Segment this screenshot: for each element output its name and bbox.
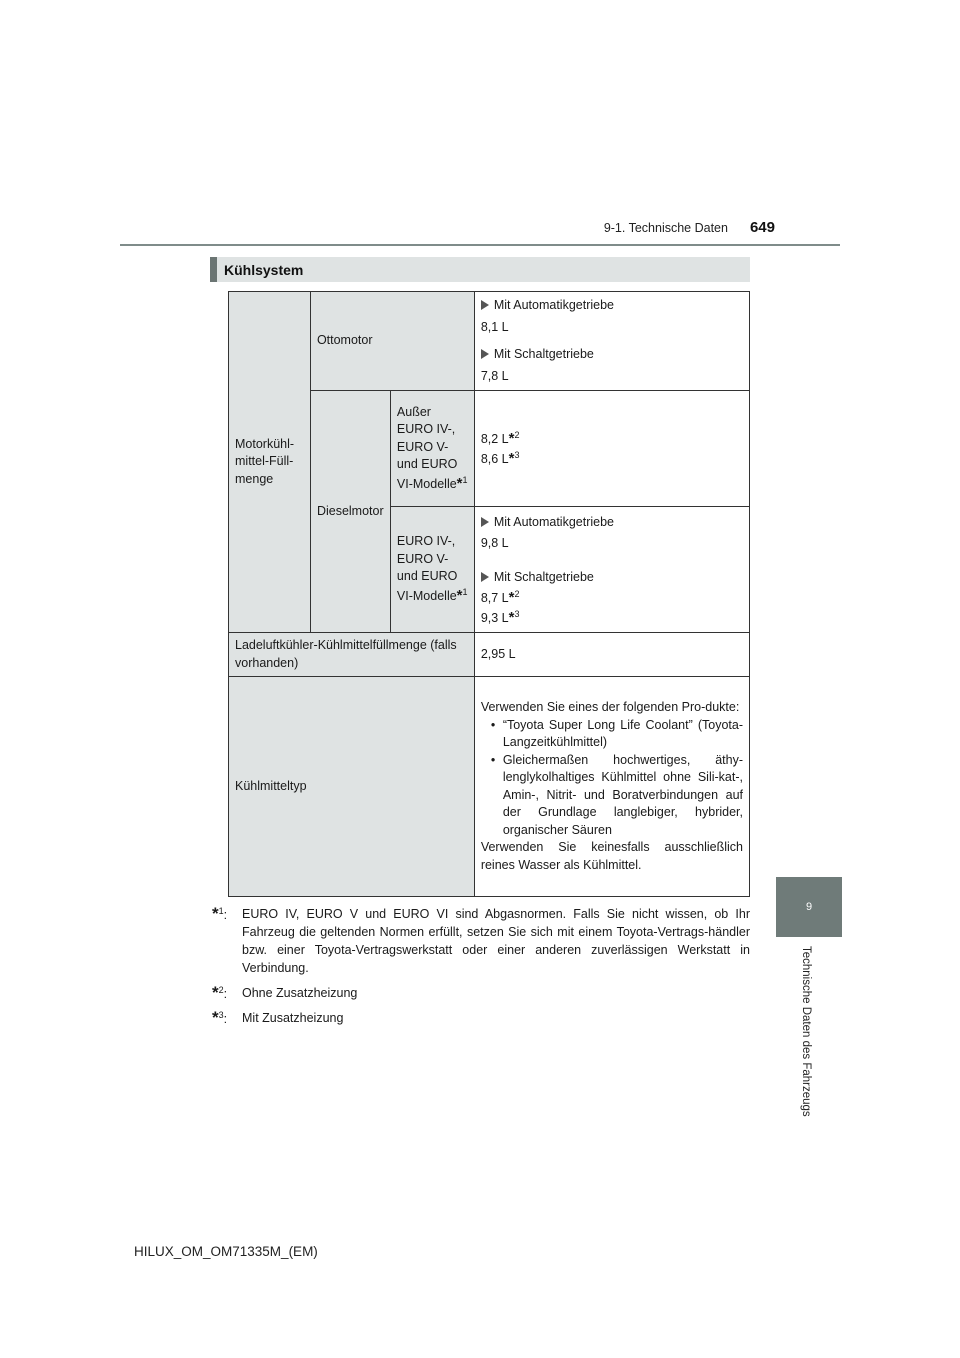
- footnote: *$^1$: EURO IV, EURO V und EURO VI sind Abgasnormen. Falls Sie nicht wissen, ob Ihr Fahrzeug die geltenden Normen erfüllt, setzen Sie sich mit einem Toyota-Vertrags-händler bzw. einer Toyota-Vertragswerkstatt oder einer anderen zuverlässigen Werkstatt in Verbindung.: [212, 904, 750, 976]
- chapter-tab: [776, 877, 842, 937]
- diesel-manual-value-1: 8,7 L*$^2$: [480, 589, 520, 607]
- diesel-other-models-label: Außer EURO IV-, EURO V- und EURO VI-Modelle*$^1$: [390, 391, 474, 507]
- diesel-auto-value: 9,8 L: [480, 536, 509, 551]
- footnotes: [212, 905, 750, 1034]
- diesel-manual-value-2: 9,3 L*$^3$: [480, 608, 520, 626]
- triangle-bullet-icon: [481, 349, 489, 359]
- coolant-intro: Verwenden Sie eines der folgenden Pro-dukte:: [480, 700, 740, 714]
- section-heading: [210, 257, 750, 282]
- diesel-other-value-1: 8,2 L*$^2$: [480, 429, 520, 447]
- coolant-spec-table: [228, 291, 750, 897]
- coolant-option: • “Toyota Super Long Life Coolant” (Toyota-Langzeitkühlmittel): [503, 717, 743, 752]
- chapter-title: Technische Daten des Fahrzeugs: [800, 946, 812, 1117]
- petrol-engine-label: Ottomotor: [310, 292, 474, 391]
- footnote: *$^2$: Ohne Zusatzheizung: [212, 982, 358, 1002]
- section-title: Kühlsystem: [224, 261, 304, 278]
- intercooler-value: 2,95 L: [474, 633, 749, 677]
- coolant-type-label: Kühlmitteltyp: [229, 677, 475, 897]
- page-header: [535, 219, 775, 241]
- section-label: 9-1. Technische Daten: [603, 221, 728, 235]
- petrol-engine-values: [474, 292, 749, 391]
- chapter-number: 9: [805, 901, 813, 913]
- diesel-euro-models-label: EURO IV-, EURO V- und EURO VI-Modelle*$^1$: [390, 507, 474, 633]
- triangle-bullet-icon: [481, 300, 489, 310]
- diesel-euro-values: [474, 507, 749, 633]
- coolant-options-list: [481, 717, 743, 840]
- petrol-manual-value: 7,8 L: [480, 368, 509, 383]
- triangle-bullet-icon: [481, 572, 489, 582]
- petrol-auto-value: 8,1 L: [480, 319, 509, 334]
- coolant-option: • Gleichermaßen hochwertiges, äthy-lenglykolhaltiges Kühlmittel ohne Sili-kat-, Amin-, Nitrit- und Boratverbindungen auf der Grundlage langlebiger, hybrider, organischer Säuren: [503, 752, 743, 840]
- diesel-other-values: [474, 391, 749, 507]
- document-code: HILUX_OM_OM71335M_(EM): [134, 1244, 318, 1259]
- diesel-other-value-2: 8,6 L*$^3$: [480, 449, 520, 467]
- coolant-warning: Verwenden Sie keinesfalls ausschließlich reines Wasser als Kühlmittel.: [480, 840, 743, 872]
- motor-coolant-label: Motorkühl-mittel-Füll-menge: [229, 292, 311, 633]
- coolant-type-values: [474, 677, 749, 897]
- diesel-manual-option: Mit Schaltgetriebe: [481, 569, 743, 587]
- triangle-bullet-icon: [481, 517, 489, 527]
- diesel-auto-option: Mit Automatikgetriebe: [481, 514, 743, 532]
- diesel-engine-label: Dieselmotor: [310, 391, 390, 633]
- header-rule: [120, 244, 840, 246]
- page-number: 649: [749, 219, 775, 236]
- section-marker: [210, 257, 217, 282]
- footnote: *$^3$: Mit Zusatzheizung: [212, 1007, 344, 1027]
- petrol-auto-option: Mit Automatikgetriebe: [481, 297, 743, 315]
- intercooler-label: Ladeluftkühler-Kühlmittelfüllmenge (falls vorhanden): [229, 633, 475, 677]
- petrol-manual-option: Mit Schaltgetriebe: [481, 346, 743, 364]
